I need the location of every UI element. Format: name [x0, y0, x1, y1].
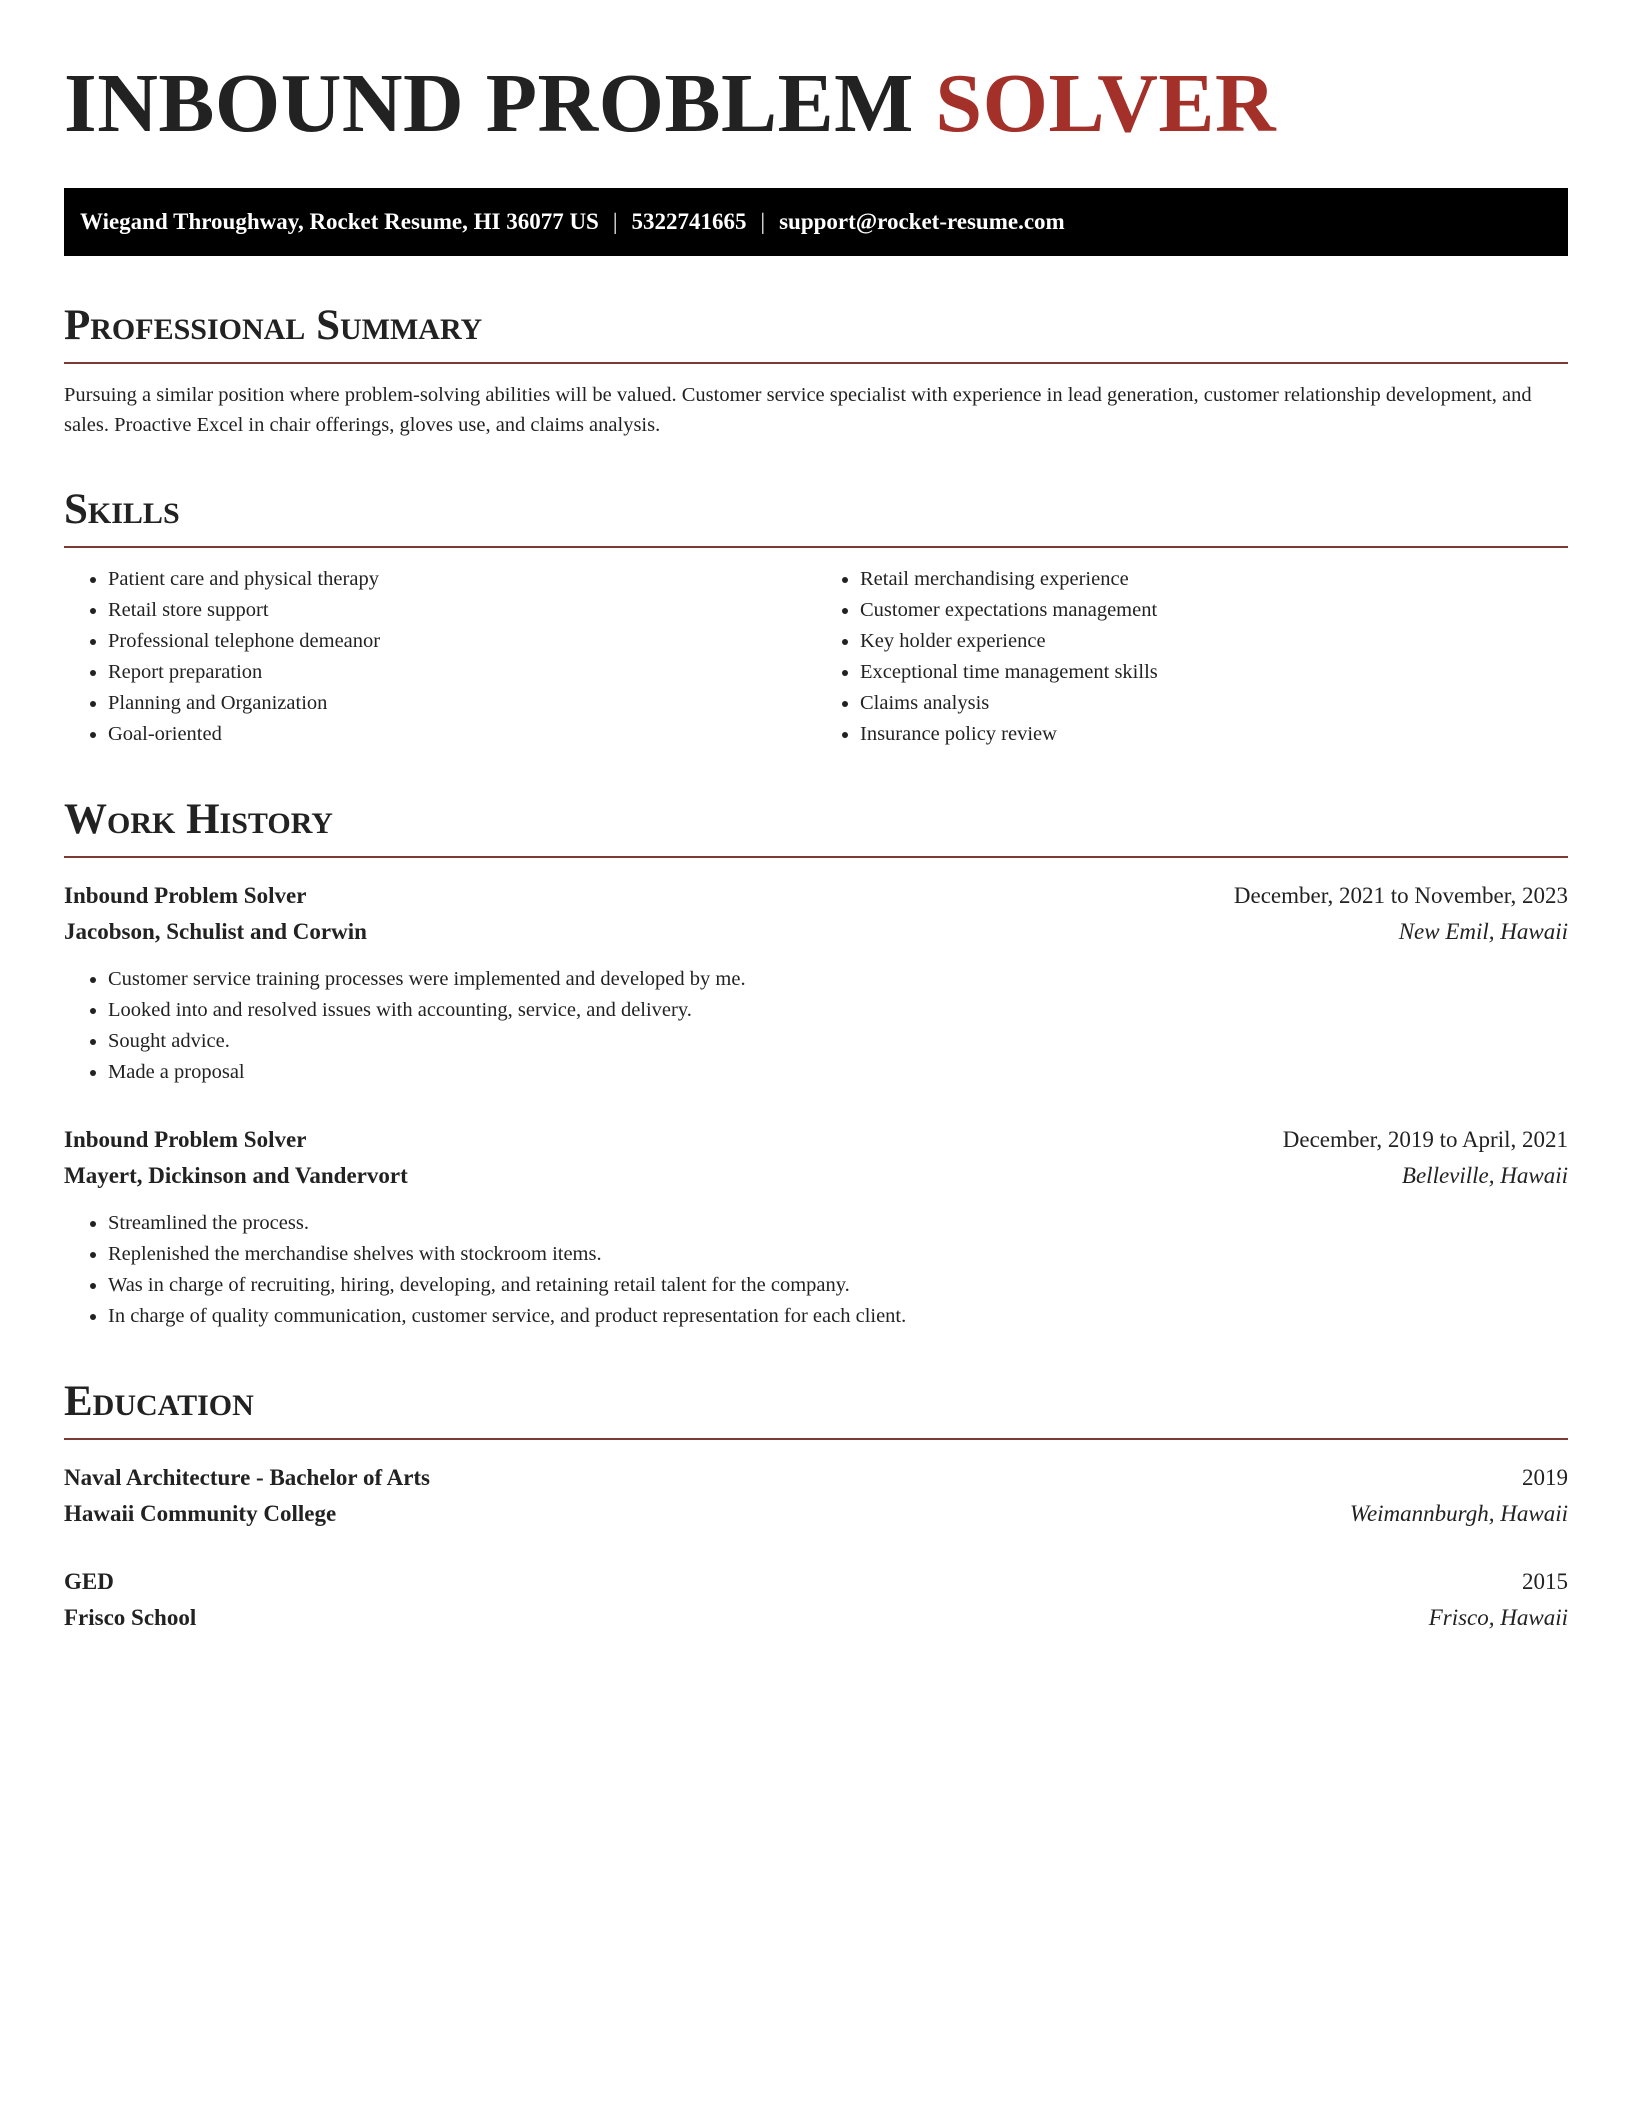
- skill-item: • Report preparation: [108, 657, 816, 688]
- skill-item: • Professional telephone demeanor: [108, 626, 816, 657]
- skill-item: • Goal-oriented: [108, 719, 816, 750]
- skill-item: • Claims analysis: [860, 688, 1568, 719]
- education-title: Education: [64, 1376, 1568, 1440]
- name-main: INBOUND PROBLEM: [64, 57, 914, 150]
- resume-name: [64, 56, 1568, 152]
- name-accent: SOLVER: [935, 57, 1277, 150]
- skills-section: [64, 484, 1568, 750]
- education-year: 2015: [1522, 1569, 1568, 1594]
- job-company-row: [64, 1158, 1568, 1194]
- skill-item: • Patient care and physical therapy: [108, 564, 816, 595]
- contact-bar: [64, 188, 1568, 256]
- education-location: Weimannburgh, Hawaii: [1349, 1501, 1568, 1526]
- job-entry: [64, 878, 1568, 1088]
- education-school-row: [64, 1496, 1568, 1532]
- contact-phone: 5322741665: [631, 209, 747, 234]
- job-location: New Emil, Hawaii: [1398, 919, 1568, 944]
- job-bullet: • Replenished the merchandise shelves with stockroom items.: [108, 1239, 1568, 1270]
- education-degree: GED: [64, 1569, 114, 1594]
- summary-text: Pursuing a similar position where problem-solving abilities will be valued. Customer service specialist with experience in lead generation, customer relationship development, and sales. Proactive Excel in chair offerings, gloves use, and claims analysis.: [64, 384, 1532, 436]
- skills-title: Skills: [64, 484, 1568, 548]
- contact-address: Wiegand Throughway, Rocket Resume, HI 36077 US: [80, 209, 599, 234]
- education-degree: Naval Architecture - Bachelor of Arts: [64, 1465, 431, 1490]
- job-company: Mayert, Dickinson and Vandervort: [64, 1163, 408, 1188]
- contact-email: support@rocket-resume.com: [779, 209, 1065, 234]
- skills-right-column: [816, 564, 1568, 750]
- summary-title: Professional Summary: [64, 300, 1568, 364]
- education-degree-row: [64, 1460, 1568, 1496]
- education-section: [64, 1376, 1568, 1636]
- education-school-row: [64, 1600, 1568, 1636]
- summary-section: [64, 300, 1568, 440]
- job-bullets: [64, 964, 1568, 1088]
- education-entry: [64, 1460, 1568, 1532]
- education-school: Hawaii Community College: [64, 1501, 337, 1526]
- job-bullet: • Customer service training processes were implemented and developed by me.: [108, 964, 1568, 995]
- job-company: Jacobson, Schulist and Corwin: [64, 919, 367, 944]
- job-bullet: • Made a proposal: [108, 1057, 1568, 1088]
- job-header-row: [64, 1122, 1568, 1158]
- skill-item: • Exceptional time management skills: [860, 657, 1568, 688]
- job-location: Belleville, Hawaii: [1401, 1163, 1568, 1188]
- education-entry: [64, 1564, 1568, 1636]
- job-dates: December, 2019 to April, 2021: [1282, 1127, 1568, 1152]
- job-entry: [64, 1122, 1568, 1332]
- skill-item: • Retail merchandising experience: [860, 564, 1568, 595]
- education-year: 2019: [1522, 1465, 1568, 1490]
- skill-item: • Retail store support: [108, 595, 816, 626]
- work-history-section: [64, 794, 1568, 1332]
- skills-left-column: [64, 564, 816, 750]
- contact-separator: |: [760, 209, 766, 234]
- job-role: Inbound Problem Solver: [64, 1127, 307, 1152]
- job-bullets: [64, 1208, 1568, 1332]
- job-bullet: • Streamlined the process.: [108, 1208, 1568, 1239]
- contact-separator: |: [612, 209, 618, 234]
- work-history-title: Work History: [64, 794, 1568, 858]
- job-bullet: • In charge of quality communication, customer service, and product representation for each client.: [108, 1301, 1568, 1332]
- skill-item: • Key holder experience: [860, 626, 1568, 657]
- job-role: Inbound Problem Solver: [64, 883, 307, 908]
- job-header-row: [64, 878, 1568, 914]
- skills-columns: [64, 564, 1568, 750]
- skill-item: • Insurance policy review: [860, 719, 1568, 750]
- skill-item: • Planning and Organization: [108, 688, 816, 719]
- job-bullet: • Looked into and resolved issues with accounting, service, and delivery.: [108, 995, 1568, 1026]
- education-degree-row: [64, 1564, 1568, 1600]
- job-bullet: • Sought advice.: [108, 1026, 1568, 1057]
- job-bullet: • Was in charge of recruiting, hiring, developing, and retaining retail talent for the company.: [108, 1270, 1568, 1301]
- skill-item: • Customer expectations management: [860, 595, 1568, 626]
- education-school: Frisco School: [64, 1605, 197, 1630]
- education-location: Frisco, Hawaii: [1428, 1605, 1568, 1630]
- job-dates: December, 2021 to November, 2023: [1233, 883, 1568, 908]
- job-company-row: [64, 914, 1568, 950]
